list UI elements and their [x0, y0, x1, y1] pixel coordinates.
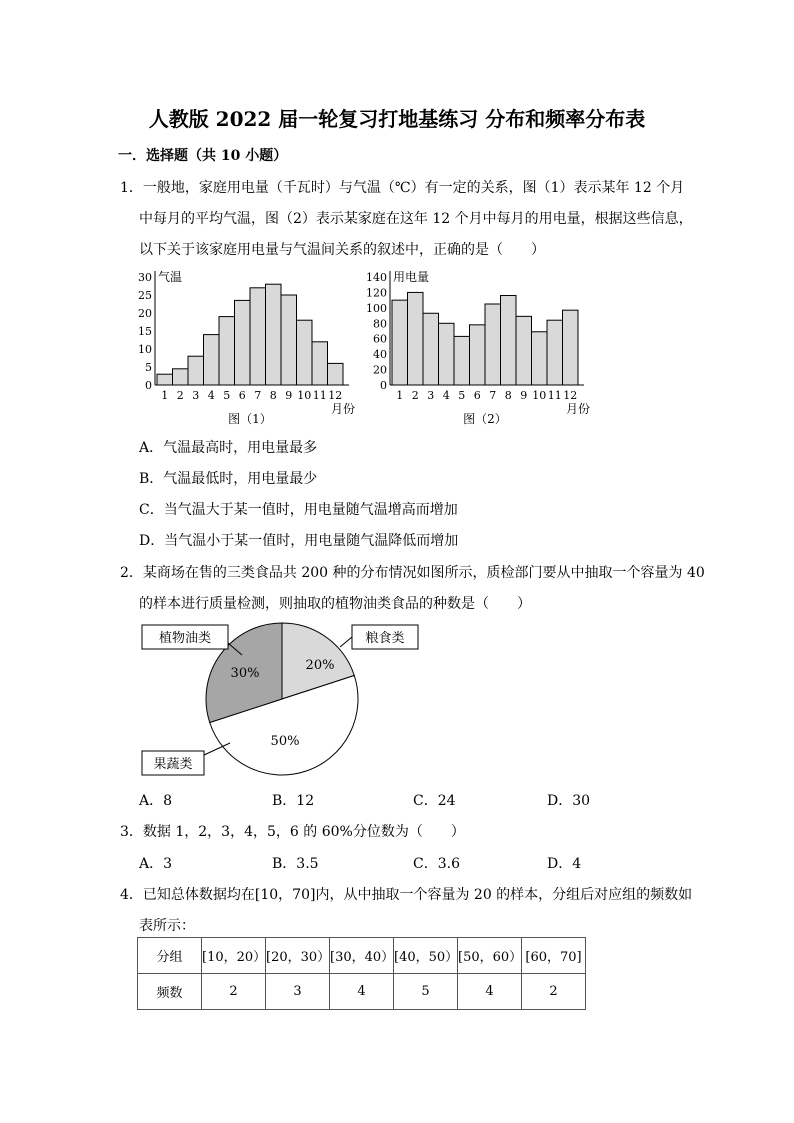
q1-line2: 中每月的平均气温，图（2）表示某家庭在这年 12 个月中每月的用电量，根据这些信息，	[139, 211, 693, 227]
q1-line1: 1．一般地，家庭用电量（千瓦时）与气温（℃）有一定的关系，图（1）表示某年 12 个月	[120, 180, 685, 196]
bar	[281, 295, 297, 385]
q2-option-d[interactable]: D．30	[547, 793, 591, 809]
bar	[547, 320, 563, 385]
q2-option-b[interactable]: B．12	[272, 793, 315, 809]
q4-line1: 4．已知总体数据均在[10，70]内，从中抽取一个容量为 20 的样本，分组后对应组的频数如	[120, 887, 693, 903]
figure-caption: 图（2）	[463, 412, 507, 426]
q2-option-c[interactable]: C．24	[413, 793, 456, 809]
x-tick-label: 2	[411, 389, 419, 402]
table-row-groups	[138, 938, 586, 974]
table-cell-group: [10，20）	[202, 938, 266, 974]
y-tick-label: 40	[373, 348, 387, 362]
pie-value-label: 50%	[270, 734, 300, 749]
pie-category-label: 植物油类	[158, 631, 212, 646]
bar	[173, 369, 189, 385]
y-tick-label: 0	[380, 379, 387, 392]
x-tick-label: 11	[312, 389, 327, 402]
x-tick-label: 10	[297, 389, 312, 402]
bar	[204, 335, 220, 385]
y-axis-label: 用电量	[393, 270, 430, 284]
y-tick-label: 25	[138, 289, 152, 302]
pie-category-label: 粮食类	[365, 631, 405, 646]
x-tick-label: 1	[396, 389, 404, 402]
x-tick-label: 3	[192, 389, 200, 402]
bar	[423, 313, 439, 385]
table-cell-count: 4	[458, 974, 522, 1010]
y-tick-label: 15	[138, 325, 152, 338]
pie-category-label: 果蔬类	[153, 757, 193, 772]
q1-option-b[interactable]: B．气温最低时，用电量最少	[139, 471, 318, 487]
temperature-bar-chart	[130, 265, 370, 430]
x-tick-label: 1	[161, 389, 169, 402]
y-tick-label: 120	[366, 286, 387, 300]
y-tick-label: 20	[373, 363, 387, 377]
x-tick-label: 5	[458, 389, 466, 402]
x-tick-label: 7	[489, 389, 497, 402]
table-cell-group: [40，50）	[394, 938, 458, 974]
table-cell-group: [30，40）	[330, 938, 394, 974]
x-tick-label: 2	[176, 389, 184, 402]
y-tick-label: 80	[373, 317, 387, 331]
food-category-pie-chart	[130, 615, 430, 785]
bar	[501, 296, 517, 385]
bar	[439, 323, 455, 385]
x-tick-label: 12	[563, 389, 578, 402]
q2-line2: 的样本进行质量检测，则抽取的植物油类食品的种数是（ ）	[139, 596, 531, 612]
x-tick-label: 8	[269, 389, 277, 402]
x-tick-label: 6	[238, 389, 246, 402]
q2-line1: 2．某商场在售的三类食品共 200 种的分布情况如图所示，质检部门要从中抽取一个容量为 40	[120, 565, 705, 581]
x-tick-label: 8	[504, 389, 512, 402]
q1-option-a[interactable]: A．气温最高时，用电量最多	[139, 440, 318, 456]
y-tick-label: 100	[366, 301, 387, 315]
x-tick-label: 12	[328, 389, 343, 402]
q3-option-a[interactable]: A．3	[139, 856, 173, 872]
pie-value-label: 20%	[305, 658, 335, 673]
bar	[235, 300, 251, 385]
bar	[328, 363, 344, 385]
x-tick-label: 9	[520, 389, 528, 402]
y-axis-label: 气温	[158, 270, 183, 284]
section-heading: 一．选择题（共 10 小题）	[118, 148, 288, 164]
y-tick-label: 10	[138, 343, 152, 356]
x-tick-label: 10	[532, 389, 547, 402]
bar	[485, 304, 501, 385]
y-tick-label: 20	[138, 307, 152, 320]
pie-value-label: 30%	[230, 666, 260, 681]
table-header-count: 频数	[138, 974, 202, 1010]
q1-line3: 以下关于该家庭用电量与气温间关系的叙述中，正确的是（ ）	[139, 242, 545, 258]
q4-line2: 表所示：	[139, 918, 195, 934]
bar	[392, 300, 408, 385]
q1-option-d[interactable]: D．当气温小于某一值时，用电量随气温降低而增加	[139, 533, 459, 549]
y-tick-label: 140	[366, 271, 387, 284]
x-tick-label: 3	[427, 389, 435, 402]
y-tick-label: 30	[138, 271, 152, 284]
bar	[312, 342, 328, 385]
bar	[516, 316, 532, 385]
q2-option-a[interactable]: A．8	[139, 793, 173, 809]
x-tick-label: 5	[223, 389, 231, 402]
bar	[454, 336, 470, 385]
x-tick-label: 4	[207, 389, 215, 402]
frequency-table	[137, 937, 586, 1010]
bar	[157, 374, 173, 385]
table-cell-count: 2	[202, 974, 266, 1010]
figure-caption: 图（1）	[228, 412, 272, 426]
x-tick-label: 11	[547, 389, 562, 402]
bar	[219, 317, 235, 385]
x-tick-label: 6	[473, 389, 481, 402]
y-tick-label: 0	[145, 379, 152, 392]
bar	[266, 284, 282, 385]
bar	[297, 320, 313, 385]
x-tick-label: 4	[442, 389, 450, 402]
table-header-group: 分组	[138, 938, 202, 974]
table-cell-count: 2	[522, 974, 586, 1010]
bar	[470, 325, 486, 385]
bar	[408, 292, 424, 385]
bar	[250, 288, 266, 385]
pie-callout-line	[340, 637, 352, 647]
table-cell-group: [20，30）	[266, 938, 330, 974]
q3-option-b[interactable]: B．3.5	[272, 856, 319, 872]
bar	[532, 332, 548, 385]
table-cell-group: [50，60）	[458, 938, 522, 974]
x-tick-label: 7	[254, 389, 262, 402]
table-cell-count: 3	[266, 974, 330, 1010]
table-row-counts	[138, 974, 586, 1010]
q3-line1: 3．数据 1，2，3，4，5，6 的 60%分位数为（ ）	[120, 824, 465, 840]
table-cell-group: [60，70]	[522, 938, 586, 974]
q3-option-c[interactable]: C．3.6	[413, 856, 460, 872]
x-axis-label: 月份	[566, 402, 591, 416]
x-tick-label: 9	[285, 389, 293, 402]
q3-option-d[interactable]: D．4	[547, 856, 582, 872]
page-title: 人教版 2022 届一轮复习打地基练习 分布和频率分布表	[148, 107, 646, 131]
x-axis-label: 月份	[331, 402, 356, 416]
bar	[188, 356, 204, 385]
q1-option-c[interactable]: C．当气温大于某一值时，用电量随气温增高而增加	[139, 502, 458, 518]
bar	[563, 310, 579, 385]
y-tick-label: 5	[145, 361, 152, 374]
table-cell-count: 4	[330, 974, 394, 1010]
electricity-bar-chart	[365, 265, 605, 430]
y-tick-label: 60	[373, 332, 387, 346]
table-cell-count: 5	[394, 974, 458, 1010]
